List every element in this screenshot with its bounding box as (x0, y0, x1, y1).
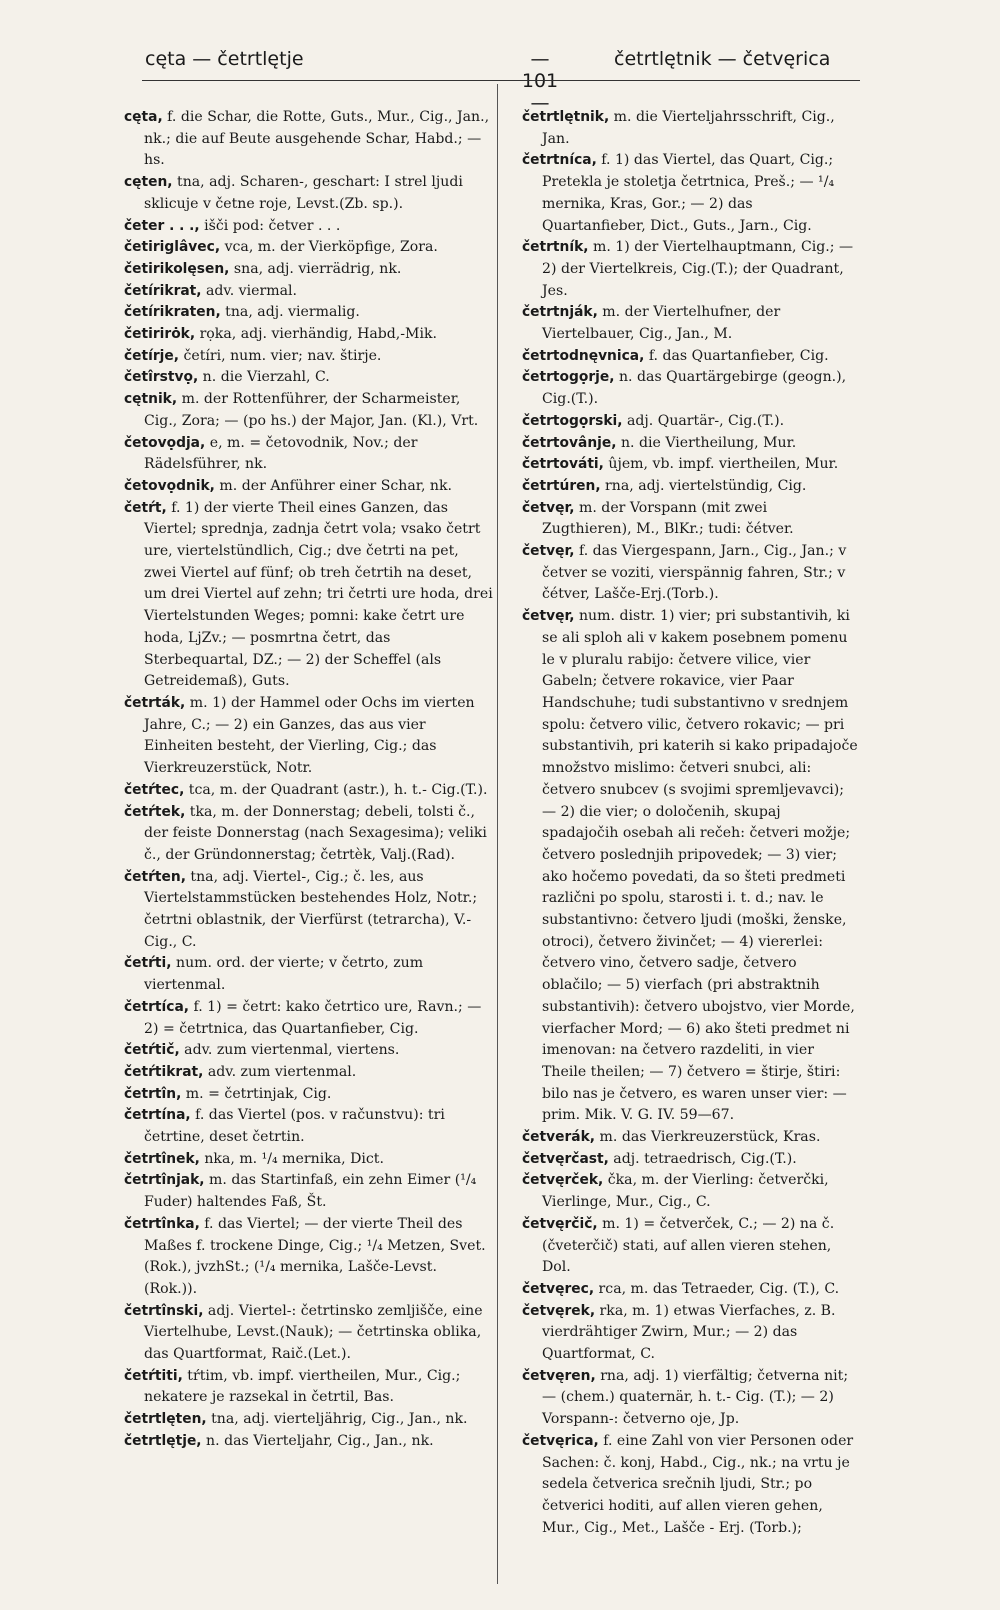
entry-headword: četrtogọrje, (522, 369, 615, 386)
entry-definition: num. distr. 1) vier; pri substantivih, ki se ali sploh ali v kakem posebnem pomenu le v pluralu rabijo: četvere vilice, vier Gabeln; četvere rokavice, vier Paar Handschuhe; tudi substantivno v srednjem spolu: četvero vilic, četvero rokavic; — pri substantivih, pri katerih si kako pripadajoče množstvo mislimo: četveri snubci, ali: četvero snubcev (s svojimi spremljevavci); — 2) die vier; o določenih, skupaj spadajočih osebah ali rečeh: četveri možje; četvero poslednjih pripovedek; — 3) vier; ako hočemo povedati, da so šteti predmeti različni po spolu, starosti i. t. d.; nav. le substantivno: četvero ljudi (moški, ženske, otroci), četvero živinčet; — 4) viererlei: četvero vino, četvero sadje, četvero oblačilo; — 5) vierfach (pri abstraktnih substantivih): četvero ubojstvo, vier Morde, vierfacher Mord; — 6) ako šteti predmet ni imenovan: na četvero razdeliti, in vier Theile theilen; — 7) četvero = štirje, štiri: bilo nas je četvero, es waren unser vier: — prim. Mik. V. G. IV. 59—67. (542, 608, 858, 1124)
dictionary-entry (522, 1149, 858, 1171)
entry-headword: četvęren, (522, 1367, 596, 1384)
entry-definition: f. das Viergespann, Jarn., Cig., Jan.; v četver se voziti, vierspännig fahren, Str.; v čétver, Lašče-Erj.(Torb.). (542, 543, 847, 603)
entry-headword: četŕtikrat, (124, 1063, 204, 1080)
dictionary-entry (124, 172, 494, 215)
entry-headword: četrtodnęvnica, (522, 347, 645, 364)
entry-definition: f. das Quartanfieber, Cig. (644, 347, 829, 364)
header-rule (142, 80, 860, 81)
entry-headword: četvęrec, (522, 1280, 595, 1297)
entry-headword: četrtníca, (522, 152, 597, 169)
entry-headword: četverák, (522, 1129, 596, 1146)
entry-definition: f. 1) der vierte Theil eines Ganzen, das Viertel; sprednja, zadnja četrt vola; vsako četrt ure, viertelstündlich, Cig.; dve četrti na pet, zwei Viertel auf fünf; ob treh četrtih na deset, um drei Viertel auf zehn; tri četrti ure hoda, drei Viertelstunden Weges; pomni: kake četrt ure hoda, LjZv.; — posmrtna četrt, das Sterbequartal, DZ.; — 2) der Scheffel (als Getreidemaß), Guts. (144, 499, 493, 690)
dictionary-entry (124, 1040, 494, 1062)
entry-headword: četîrstvọ, (124, 369, 199, 386)
entry-headword: četirirȯk, (124, 326, 196, 343)
dictionary-entry (124, 389, 494, 432)
right-column (522, 107, 858, 1539)
entry-definition: e, m. = četovodnik, Nov.; der Rädelsführer, nk. (144, 434, 418, 473)
column-divider (497, 84, 498, 1584)
entry-definition: m. der Rottenführer, der Scharmeister, Cig., Zora; — (po hs.) der Major, Jan. (Kl.), Vrt. (144, 391, 479, 429)
entry-definition: m. das Vierkreuzerstück, Kras. (595, 1129, 821, 1146)
entry-definition: f. 1) das Viertel, das Quart, Cig.; Pretekla je stoletja četrtnica, Preš.; — ¹/₄ mernika, Kras, Gor.; — 2) das Quartanfieber, Dict., Guts., Jarn., Cig. (542, 152, 835, 234)
dictionary-entry (124, 693, 494, 780)
dictionary-entry (124, 107, 494, 172)
entry-headword: cęten, (124, 174, 173, 191)
entry-definition: adv. viermal. (201, 282, 297, 299)
dictionary-entry (522, 541, 858, 606)
entry-headword: četŕtec, (124, 781, 185, 798)
entry-definition: adj. Quartär-, Cig.(T.). (622, 412, 785, 429)
entry-definition: m. das Startinfaß, ein zehn Eimer (¹/₄ Fuder) haltendes Faß, Št. (144, 1172, 477, 1211)
entry-headword: četrtováti, (522, 456, 604, 473)
dictionary-entry (124, 953, 494, 996)
dictionary-entry (522, 606, 858, 1127)
entry-definition: n. das Vierteljahr, Cig., Jan., nk. (201, 1432, 434, 1449)
dictionary-entry (124, 346, 494, 368)
entry-definition: f. 1) = četrt: kako četrtico ure, Ravn.; — 2) = četrtnica, das Quartanfieber, Cig. (144, 998, 482, 1037)
dictionary-entry (522, 476, 858, 498)
entry-headword: četvęr, (522, 499, 575, 516)
entry-headword: četiriglâvec, (124, 239, 221, 256)
dictionary-entry (124, 1084, 494, 1106)
entry-headword: četvęr, (522, 543, 575, 560)
entry-headword: četrtînjak, (124, 1172, 205, 1189)
entry-headword: četvęrek, (522, 1302, 596, 1319)
dictionary-entry (522, 498, 858, 541)
dictionary-entry (124, 1149, 494, 1171)
dictionary-entry (124, 281, 494, 303)
dictionary-entry (124, 867, 494, 954)
entry-headword: četvęrica, (522, 1432, 599, 1449)
entry-headword: četer . . ., (124, 217, 200, 234)
entry-definition: tna, adj. vierteljährig, Cig., Jan., nk. (206, 1411, 468, 1428)
dictionary-entry (124, 476, 494, 498)
entry-headword: četrtînek, (124, 1150, 200, 1167)
entry-definition: sna, adj. vierrädrig, nk. (229, 260, 402, 277)
entry-definition: m. der Vorspann (mit zwei Zugthieren), M., BlKr.; tudi: čétver. (542, 499, 794, 538)
entry-headword: četírikraten, (124, 304, 221, 321)
entry-headword: četrtnják, (522, 304, 598, 321)
entry-headword: četrtlęten, (124, 1411, 207, 1428)
dictionary-entry (124, 780, 494, 802)
dictionary-entry (124, 1170, 494, 1213)
entry-definition: tka, m. der Donnerstag; debeli, tolsti č., der feiste Donnerstag (nach Sexagesima); veliki č., der Gründonnerstag; četrtèk, Valj.(Rad). (144, 803, 487, 863)
entry-headword: četrtogọrski, (522, 412, 623, 429)
entry-definition: četíri, num. vier; nav. štirje. (179, 347, 382, 364)
entry-headword: četrtúren, (522, 477, 601, 494)
dictionary-entry (124, 433, 494, 476)
entry-headword: četrtovânje, (522, 434, 617, 451)
dictionary-entry (522, 1170, 858, 1213)
dictionary-entry (124, 1062, 494, 1084)
page-header (40, 44, 960, 114)
entry-headword: četrtíca, (124, 998, 189, 1015)
dictionary-entry (124, 237, 494, 259)
entry-headword: četírje, (124, 347, 179, 364)
entry-definition: tca, m. der Quadrant (astr.), h. t.- Cig.(T.). (184, 781, 488, 798)
dictionary-entry (522, 107, 858, 150)
entry-headword: četrtîn, (124, 1085, 182, 1102)
header-right-guideword: četrtlętnik — četvęrica (614, 48, 831, 70)
entry-definition: rọka, adj. vierhändig, Habd,-Mik. (195, 326, 438, 343)
entry-definition: tna, adj. Viertel-, Cig.; č. les, aus Viertelstammstücken bestehendes Holz, Notr.; četrtni oblastnik, der Vierfürst (tetrarcha), V.-Cig., C. (144, 868, 478, 950)
entry-headword: četŕtek, (124, 803, 186, 820)
entry-definition: vca, m. der Vierköpfige, Zora. (220, 239, 438, 256)
dictionary-entry (522, 433, 858, 455)
dictionary-entry (522, 1366, 858, 1431)
entry-definition: nka, m. ¹/₄ mernika, Dict. (199, 1150, 384, 1167)
entry-headword: četvęr, (522, 608, 575, 625)
dictionary-entry (124, 1366, 494, 1409)
entry-headword: četŕtiti, (124, 1367, 183, 1384)
dictionary-entry (124, 302, 494, 324)
entry-headword: četrták, (124, 694, 186, 711)
entry-definition: tna, adj. Scharen-, geschart: I strel ljudi sklicuje v četne roje, Levst.(Zb. sp.). (144, 174, 463, 212)
entry-definition: rna, adj. 1) vierfältig; četverna nit; — (chem.) quaternär, h. t.- Cig. (T.); — 2) Vorspann-: četverno oje, Jp. (542, 1367, 849, 1428)
entry-definition: f. eine Zahl von vier Personen oder Sachen: č. konj, Habd., Cig., nk.; na vrtu je sedela četverica srečnih ljudi, Str.; po četverici hoditi, auf allen vieren gehen, Mur., Cig., Met., Lašče - Erj. (Torb.); (542, 1432, 854, 1536)
entry-headword: četvęrčast, (522, 1150, 609, 1167)
dictionary-entry (124, 1214, 494, 1301)
entry-headword: četrtlętje, (124, 1432, 202, 1449)
dictionary-entry (124, 802, 494, 867)
entry-headword: četrtînka, (124, 1215, 200, 1232)
entry-definition: tŕtim, vb. impf. viertheilen, Mur., Cig.; nekatere je razsekal in četrtil, Bas. (144, 1367, 461, 1406)
entry-definition: n. die Viertheilung, Mur. (616, 434, 797, 451)
dictionary-entry (124, 997, 494, 1040)
dictionary-entry (124, 1301, 494, 1366)
entry-headword: četrtlętnik, (522, 109, 610, 125)
entry-definition: m. 1) der Viertelhauptmann, Cig.; — 2) der Viertelkreis, Cig.(T.); der Quadrant, Jes. (542, 239, 854, 299)
entry-definition: adj. Viertel-: četrtinsko zemljišče, eine Viertelhube, Levst.(Nauk); — četrtinska oblika, das Quartformat, Raič.(Let.). (144, 1302, 483, 1363)
entry-definition: ûjem, vb. impf. viertheilen, Mur. (603, 456, 839, 473)
entry-definition: adv. zum viertenmal. (203, 1063, 357, 1080)
entry-definition: m. der Viertelhufner, der Viertelbauer, Cig., Jan., M. (542, 304, 781, 343)
entry-definition: n. die Vierzahl, C. (198, 369, 330, 386)
entry-definition: rka, m. 1) etwas Vierfaches, z. B. vierdrähtiger Zwirn, Mur.; — 2) das Quartformat, C. (542, 1302, 836, 1363)
entry-definition: rna, adj. viertelstündig, Cig. (600, 477, 807, 494)
dictionary-entry (124, 1105, 494, 1148)
dictionary-entry (522, 367, 858, 410)
entry-definition: čka, m. der Vierling: četverčki, Vierlinge, Mur., Cig., C. (542, 1172, 829, 1211)
dictionary-entry (522, 346, 858, 368)
dictionary-entry (522, 1127, 858, 1149)
dictionary-entry (124, 498, 494, 693)
dictionary-entry (124, 1409, 494, 1431)
entry-definition: adv. zum viertenmal, viertens. (179, 1042, 400, 1059)
entry-headword: četŕti, (124, 955, 172, 972)
entry-headword: četvęrček, (522, 1172, 604, 1189)
dictionary-entry (124, 216, 494, 238)
dictionary-entry (522, 302, 858, 345)
entry-definition: n. das Quartärgebirge (geogn.), Cig.(T.). (542, 369, 847, 408)
entry-headword: cętnik, (124, 391, 178, 408)
entry-headword: četrtína, (124, 1107, 191, 1124)
entry-headword: četírikrat, (124, 282, 202, 299)
dictionary-entry (124, 1431, 494, 1453)
dictionary-entry (124, 259, 494, 281)
entry-definition: m. 1) = četverček, C.; — 2) na č. (čveterčič) stati, auf allen vieren stehen, Dol. (542, 1215, 835, 1276)
dictionary-entry (522, 237, 858, 302)
page-number: — 101 — (521, 48, 559, 114)
dictionary-entry (124, 367, 494, 389)
entry-definition: m. die Vierteljahrsschrift, Cig., Jan. (542, 109, 835, 147)
entry-headword: četŕten, (124, 868, 186, 885)
entry-headword: četirikolęsen, (124, 260, 230, 277)
entry-headword: četrtník, (522, 239, 589, 256)
dictionary-entry (522, 1301, 858, 1366)
dictionary-entry (124, 324, 494, 346)
entry-definition: m. der Anführer einer Schar, nk. (214, 477, 452, 494)
entry-definition: tna, adj. viermalig. (220, 304, 360, 321)
entry-definition: m. = četrtinjak, Cig. (181, 1085, 332, 1102)
dictionary-entry (522, 411, 858, 433)
entry-definition: išči pod: četver . . . (199, 217, 341, 234)
entry-headword: četŕt, (124, 499, 167, 516)
entry-headword: četŕtič, (124, 1042, 180, 1059)
entry-definition: f. die Schar, die Rotte, Guts., Mur., Cig., Jan., nk.; die auf Beute ausgehende Schar, Habd.; — hs. (144, 109, 490, 169)
entry-headword: četovọdja, (124, 434, 206, 451)
entry-headword: cęta, (124, 109, 163, 125)
dictionary-entry (522, 1279, 858, 1301)
entry-definition: num. ord. der vierte; v četrto, zum viertenmal. (144, 955, 424, 994)
dictionary-entry (522, 1214, 858, 1279)
header-left-guideword: cęta — četrtlętje (145, 48, 304, 70)
left-column (124, 107, 494, 1453)
dictionary-entry (522, 150, 858, 237)
entry-definition: m. 1) der Hammel oder Ochs im vierten Jahre, C.; — 2) ein Ganzes, das aus vier Einheiten besteht, der Vierling, Cig.; das Vierkreuzerstück, Notr. (144, 694, 475, 777)
entry-headword: četovọdnik, (124, 477, 215, 494)
dictionary-entry (522, 454, 858, 476)
entry-definition: rca, m. das Tetraeder, Cig. (T.), C. (594, 1280, 840, 1297)
entry-definition: adj. tetraedrisch, Cig.(T.). (608, 1150, 797, 1167)
entry-headword: četvęrčič, (522, 1215, 598, 1232)
dictionary-entry (522, 1431, 858, 1540)
entry-definition: f. das Viertel; — der vierte Theil des Maßes f. trockene Dinge, Cig.; ¹/₄ Metzen, Svet. (Rok.), jvzhSt.; (¹/₄ mernika, Lašče-Levst. (Rok.)). (144, 1215, 486, 1297)
entry-definition: f. das Viertel (pos. v računstvu): tri četrtine, deset četrtin. (144, 1107, 445, 1146)
entry-headword: četrtînski, (124, 1302, 204, 1319)
